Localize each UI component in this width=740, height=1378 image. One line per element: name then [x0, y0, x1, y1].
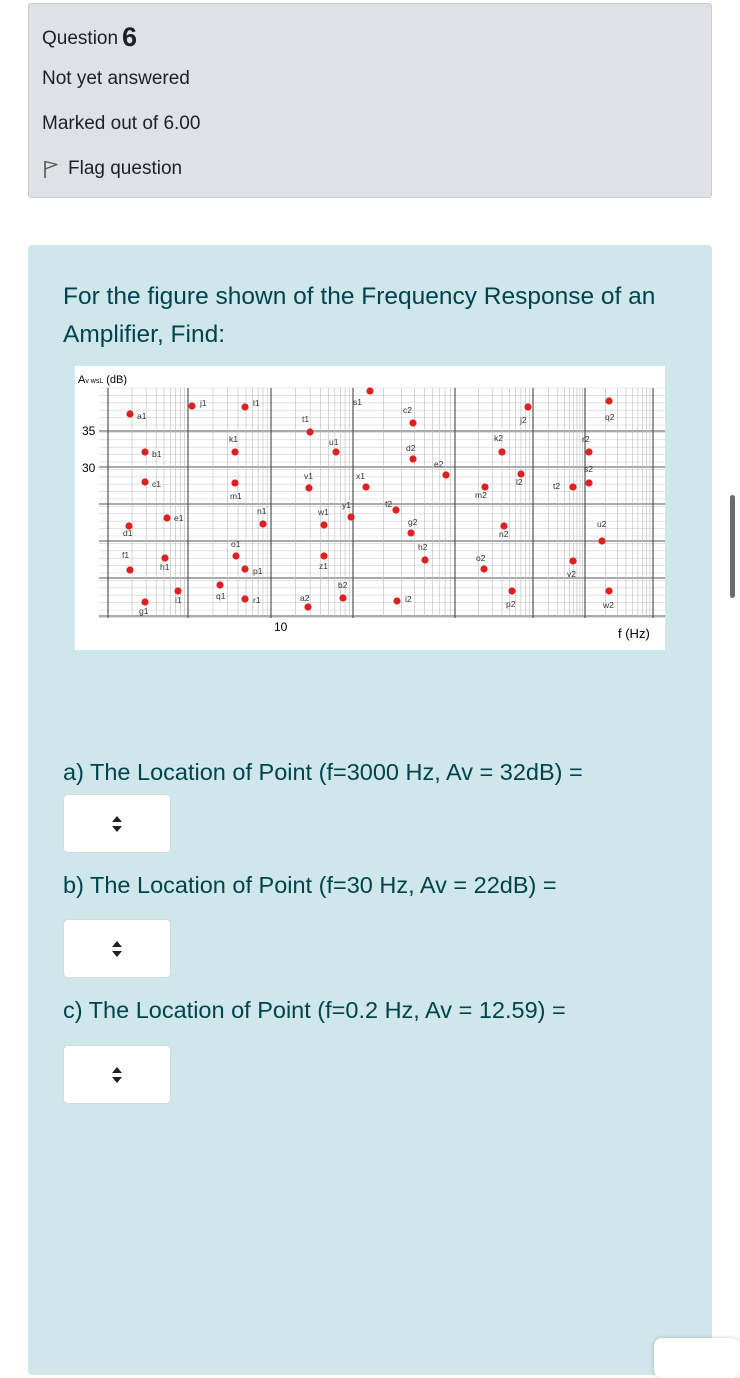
point-label-p2: p2: [506, 599, 516, 609]
point-label-m2: m2: [475, 490, 487, 500]
point-y1: [347, 513, 354, 520]
point-k2: [498, 448, 505, 455]
point-label-h1: h1: [160, 562, 170, 572]
point-label-i2: i2: [405, 594, 412, 604]
question-number: 6: [122, 22, 138, 52]
point-r1: [241, 595, 248, 602]
scroll-to-top-button[interactable]: [654, 1338, 740, 1378]
y-tick-30: 30: [82, 461, 96, 475]
updown-arrows-icon: [111, 1066, 123, 1084]
point-l1: [241, 403, 248, 410]
question-a-text: a) The Location of Point (f=3000 Hz, Av = 32dB) =: [63, 759, 583, 785]
flag-question-link[interactable]: [42, 158, 182, 180]
point-j2: [524, 403, 531, 410]
point-a1: [126, 410, 133, 417]
point-label-r2: r2: [582, 434, 590, 444]
point-g2: [407, 529, 414, 536]
point-label-a2: a2: [300, 593, 310, 603]
point-c1: [141, 478, 148, 485]
point-label-z1: z1: [319, 561, 328, 571]
frequency-response-plot: [75, 366, 665, 650]
point-e1: [163, 514, 170, 521]
point-s1: [366, 387, 373, 394]
point-label-e2: e2: [434, 459, 444, 469]
point-h1: [161, 554, 168, 561]
question-info-panel: [28, 3, 712, 198]
point-label-u2: u2: [597, 519, 607, 529]
y-axis-label: Av wsL (dB): [78, 374, 128, 386]
point-v1: [305, 484, 312, 491]
answer-status: Not yet answered: [42, 68, 190, 89]
point-label-d2: d2: [406, 443, 416, 453]
updown-arrows-icon: [111, 940, 123, 958]
point-t2: [569, 483, 576, 490]
flag-question-label: Flag question: [68, 158, 183, 179]
point-label-i1: i1: [175, 595, 182, 605]
point-label-f2: f2: [385, 499, 393, 509]
point-label-n1: n1: [257, 506, 267, 516]
point-u2: [598, 537, 605, 544]
point-g1: [141, 598, 148, 605]
point-d2: [409, 455, 416, 462]
point-label-s2: s2: [584, 464, 593, 474]
point-label-h2: h2: [418, 542, 428, 552]
point-label-k1: k1: [229, 434, 238, 444]
page-scrollbar[interactable]: [730, 495, 735, 598]
point-label-g1: g1: [139, 606, 149, 616]
flag-icon: [42, 159, 60, 179]
plot-grid: [99, 388, 665, 618]
point-i2: [393, 597, 400, 604]
question-c-text: c) The Location of Point (f=0.2 Hz, Av = 12.59) =: [63, 997, 566, 1023]
point-label-p1: p1: [253, 566, 263, 576]
marks-info: Marked out of 6.00: [42, 113, 201, 134]
point-h2: [421, 556, 428, 563]
point-label-q2: q2: [605, 412, 615, 422]
point-label-t1: t1: [302, 414, 310, 424]
point-p1: [241, 565, 248, 572]
point-v2: [569, 557, 576, 564]
point-label-l1: l1: [253, 398, 260, 408]
point-b1: [141, 448, 148, 455]
point-label-u1: u1: [329, 437, 339, 447]
y-tick-35: 35: [82, 424, 96, 438]
answer-a-select[interactable]: [63, 794, 171, 853]
point-label-r1: r1: [253, 595, 261, 605]
point-p2: [508, 587, 515, 594]
point-q2: [605, 397, 612, 404]
point-label-e1: e1: [174, 513, 184, 523]
point-e2: [442, 471, 449, 478]
point-m1: [231, 479, 238, 486]
plot-points: [122, 387, 615, 616]
question-content: [28, 245, 712, 1375]
point-f1: [126, 566, 133, 573]
point-o2: [480, 565, 487, 572]
point-label-l2: l2: [516, 477, 523, 487]
point-r2: [585, 448, 592, 455]
point-label-f1: f1: [122, 550, 130, 560]
point-s2: [585, 479, 592, 486]
point-label-v2: v2: [567, 569, 576, 579]
point-o1: [232, 552, 239, 559]
point-x1: [362, 483, 369, 490]
point-label-v1: v1: [304, 471, 313, 481]
question-b-text: b) The Location of Point (f=30 Hz, Av = 22dB) =: [63, 872, 557, 898]
point-label-k2: k2: [494, 433, 503, 443]
point-label-w2: w2: [603, 600, 614, 610]
point-c2: [409, 419, 416, 426]
x-axis-label: f (Hz): [618, 626, 650, 641]
question-title: [42, 22, 137, 53]
point-label-t2: t2: [553, 481, 561, 491]
frequency-response-figure: [75, 366, 665, 650]
point-w1: [320, 521, 327, 528]
point-j1: [188, 402, 195, 409]
updown-arrows-icon: [111, 815, 123, 833]
point-a2: [304, 603, 311, 610]
point-label-j2: j2: [520, 415, 527, 425]
point-label-x1: x1: [356, 471, 365, 481]
point-label-n2: n2: [499, 529, 509, 539]
point-u1: [332, 448, 339, 455]
point-k1: [231, 448, 238, 455]
point-label-s1: s1: [353, 397, 362, 407]
point-t1: [306, 428, 313, 435]
point-w2: [605, 587, 612, 594]
point-label-o1: o1: [231, 539, 241, 549]
point-label-w1: w1: [318, 507, 329, 517]
question-label: Question: [42, 28, 119, 49]
point-label-c1: c1: [152, 479, 161, 489]
x-tick-10: 10: [274, 620, 288, 634]
point-label-d1: d1: [123, 528, 133, 538]
point-label-a1: a1: [137, 411, 147, 421]
point-label-c2: c2: [403, 405, 412, 415]
point-f2: [392, 506, 399, 513]
point-label-b2: b2: [338, 580, 348, 590]
question-prompt: For the figure shown of the Frequency Response of an Amplifier, Find:: [63, 283, 656, 348]
point-q1: [216, 581, 223, 588]
point-label-y1: y1: [342, 500, 351, 510]
point-label-b1: b1: [152, 449, 162, 459]
point-label-m1: m1: [230, 491, 242, 501]
point-n1: [259, 520, 266, 527]
answer-c-select[interactable]: [63, 1045, 171, 1104]
point-label-j1: j1: [200, 398, 207, 408]
answer-b-select[interactable]: [63, 919, 171, 978]
point-i1: [174, 587, 181, 594]
point-z1: [320, 552, 327, 559]
point-label-o2: o2: [476, 553, 486, 563]
point-b2: [339, 594, 346, 601]
point-label-g2: g2: [408, 517, 418, 527]
point-label-q1: q1: [216, 591, 226, 601]
